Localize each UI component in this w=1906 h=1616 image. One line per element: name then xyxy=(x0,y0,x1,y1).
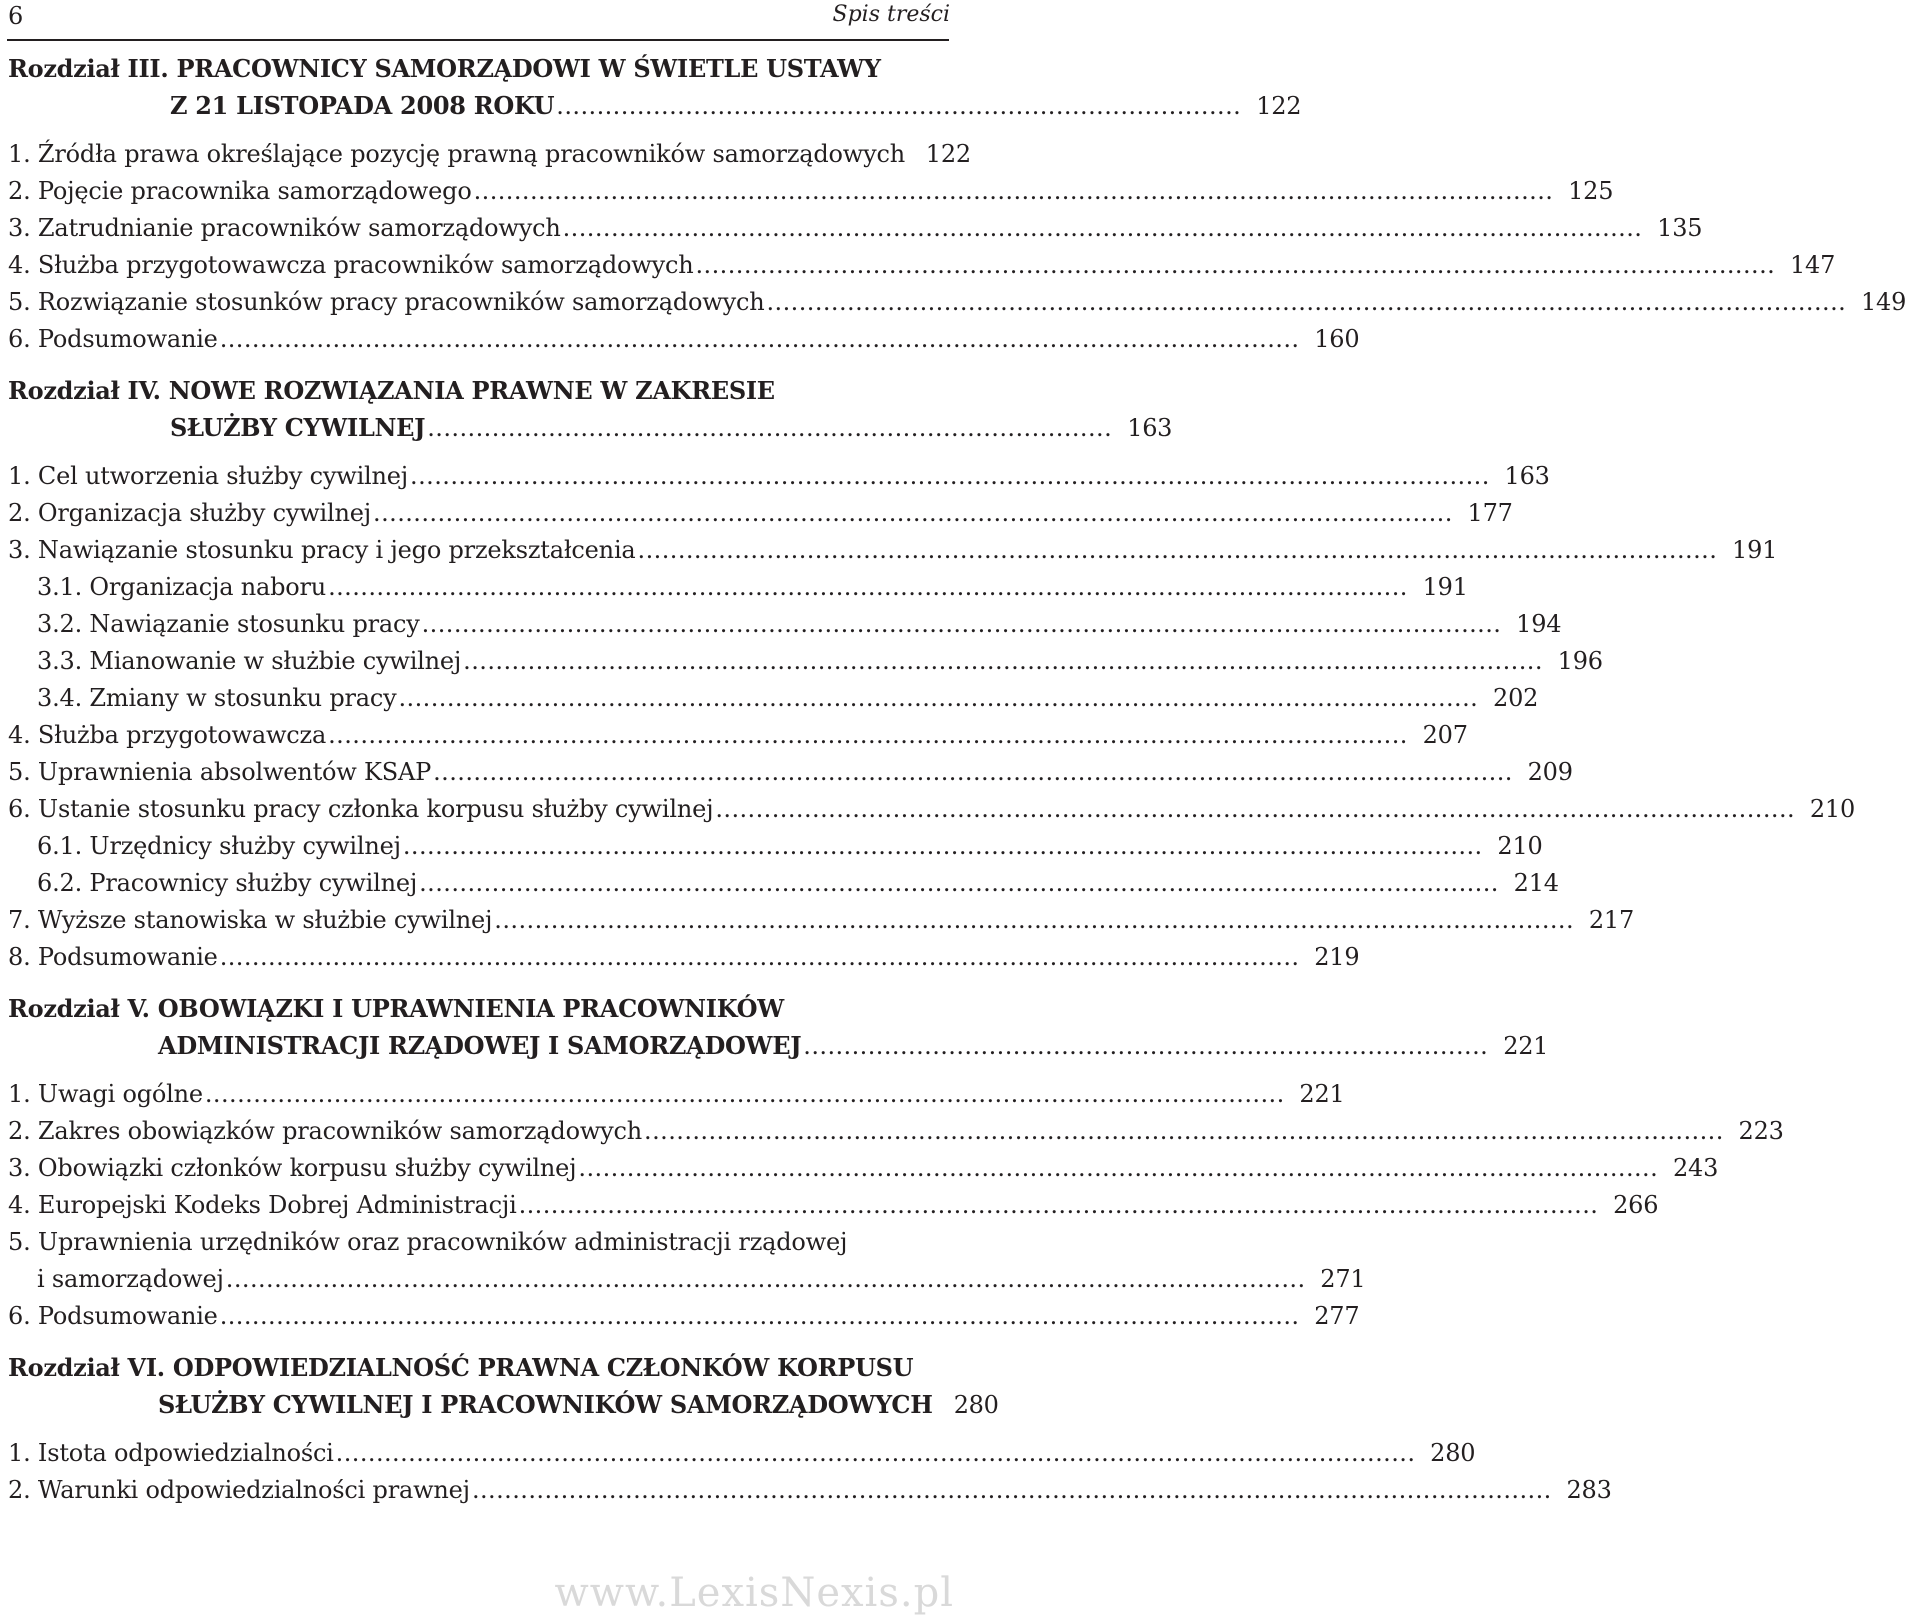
dot-leader xyxy=(578,1150,1654,1187)
chapter-heading-line2 xyxy=(8,87,1302,124)
dot-leader xyxy=(474,173,1550,210)
toc-entry xyxy=(8,1435,1476,1472)
dot-leader xyxy=(563,210,1639,247)
toc-entry-label: 1. Cel utworzenia służby cywilnej xyxy=(8,462,409,490)
chapter-page-number: 221 xyxy=(1503,1032,1549,1060)
chapter-page-number: 122 xyxy=(1256,92,1302,120)
dot-leader xyxy=(336,1435,1412,1472)
dot-leader xyxy=(422,606,1498,643)
page-number: 6 xyxy=(8,2,24,30)
toc-subentry xyxy=(8,828,1543,865)
running-title: Spis treści xyxy=(832,2,950,27)
toc-entry-page: 277 xyxy=(1314,1302,1360,1330)
dot-leader xyxy=(766,284,1842,321)
toc-entry-label: 5. Rozwiązanie stosunków pracy pracowników samorządowych xyxy=(8,288,765,316)
dot-leader xyxy=(519,1187,1595,1224)
toc-entry xyxy=(8,1472,1612,1509)
chapter-entries xyxy=(8,1076,1784,1335)
toc-entry xyxy=(8,1150,1719,1187)
toc-entry-label: 1. Istota odpowiedzialności xyxy=(8,1439,334,1467)
chapter-title: NOWE ROZWIĄZANIA PRAWNE W ZAKRESIE xyxy=(168,376,775,405)
toc-entry xyxy=(8,247,1836,284)
chapter-section xyxy=(8,50,1906,358)
toc-entry xyxy=(8,754,1573,791)
toc-entry-page: 210 xyxy=(1809,795,1856,823)
chapter-title-continuation: ADMINISTRACJI RZĄDOWEJ I SAMORZĄDOWEJ xyxy=(158,1031,802,1060)
chapter-title-continuation: Z 21 LISTOPADA 2008 ROKU xyxy=(170,91,555,120)
chapter-page-number: 163 xyxy=(1127,414,1173,442)
toc-entry xyxy=(8,495,1513,532)
toc-entry-page: 283 xyxy=(1566,1476,1612,1504)
toc-entry-label: 4. Służba przygotowawcza pracowników samorządowych xyxy=(8,251,694,279)
toc-entry-label: 8. Podsumowanie xyxy=(8,943,218,971)
toc-subentry xyxy=(8,865,1559,902)
toc-entry-page: 280 xyxy=(1430,1439,1476,1467)
dot-leader xyxy=(419,865,1495,902)
toc-entry-page: 122 xyxy=(925,140,971,168)
toc-entry-label: 6.2. Pracownicy służby cywilnej xyxy=(37,869,418,897)
table-of-contents xyxy=(8,50,1906,1509)
dot-leader xyxy=(220,321,1296,358)
toc-entry-label: 6. Ustanie stosunku pracy członka korpusu służby cywilnej xyxy=(8,795,714,823)
chapter-section xyxy=(8,990,1784,1335)
dot-leader xyxy=(638,532,1714,569)
toc-entry-label: 1. Źródła prawa określające pozycję prawną pracowników samorządowych xyxy=(8,140,905,168)
chapter-heading-line2 xyxy=(8,1027,1549,1064)
page-header xyxy=(8,0,950,38)
toc-entry xyxy=(8,939,1360,976)
chapter-page-number: 280 xyxy=(953,1391,999,1419)
toc-entry-page: 210 xyxy=(1497,832,1543,860)
header-rule xyxy=(7,39,949,41)
toc-entry-label: 3.1. Organizacja naboru xyxy=(37,573,327,601)
toc-entry-label: 4. Europejski Kodeks Dobrej Administracji xyxy=(8,1191,517,1219)
watermark: www.LexisNexis.pl xyxy=(554,1570,954,1616)
toc-entry-label: 2. Zakres obowiązków pracowników samorządowych xyxy=(8,1117,643,1145)
toc-entry-page: 135 xyxy=(1657,214,1703,242)
dot-leader xyxy=(803,1028,1484,1065)
toc-entry-label: 6. Podsumowanie xyxy=(8,325,218,353)
toc-entry xyxy=(8,284,1906,321)
toc-entry xyxy=(8,136,971,173)
chapter-heading-line1 xyxy=(8,50,948,87)
toc-entry-label: 4. Służba przygotowawcza xyxy=(8,721,327,749)
dot-leader xyxy=(463,643,1539,680)
chapter-number: Rozdział VI. xyxy=(8,1353,165,1382)
toc-entry-page: 194 xyxy=(1516,610,1562,638)
chapter-section xyxy=(8,1349,1612,1509)
toc-entry xyxy=(8,791,1856,828)
toc-entry-label: 6.1. Urzędnicy służby cywilnej xyxy=(37,832,401,860)
toc-entry xyxy=(8,173,1614,210)
toc-entry xyxy=(8,321,1360,358)
dot-leader xyxy=(644,1113,1720,1150)
dot-leader xyxy=(556,88,1237,125)
chapter-entries xyxy=(8,1435,1612,1509)
toc-entry xyxy=(8,532,1778,569)
dot-leader xyxy=(410,458,1486,495)
chapter-number: Rozdział V. xyxy=(8,994,150,1023)
toc-entry-label: 2. Organizacja służby cywilnej xyxy=(8,499,372,527)
toc-entry-page: 214 xyxy=(1513,869,1559,897)
toc-entry-label: 5. Uprawnienia urzędników oraz pracowników administracji rządowej xyxy=(8,1228,848,1256)
toc-entry-page: 202 xyxy=(1493,684,1539,712)
toc-entry-label: 3. Nawiązanie stosunku pracy i jego przekształcenia xyxy=(8,536,636,564)
dot-leader xyxy=(472,1472,1548,1509)
toc-entry-page: 191 xyxy=(1732,536,1778,564)
toc-entry-page: 243 xyxy=(1672,1154,1719,1182)
chapter-heading-line1 xyxy=(8,990,948,1027)
dot-leader xyxy=(398,680,1474,717)
toc-entry-page: 196 xyxy=(1557,647,1603,675)
toc-entry-page: 221 xyxy=(1299,1080,1345,1108)
chapter-number: Rozdział IV. xyxy=(8,376,161,405)
toc-entry xyxy=(8,1187,1659,1224)
toc-entry-page: 191 xyxy=(1422,573,1468,601)
toc-entry xyxy=(8,1113,1784,1150)
toc-subentry xyxy=(8,606,1562,643)
chapter-number: Rozdział III. xyxy=(8,54,169,83)
toc-entry-label: i samorządowej xyxy=(37,1265,224,1293)
dot-leader xyxy=(373,495,1449,532)
dot-leader xyxy=(328,717,1404,754)
dot-leader xyxy=(205,1076,1281,1113)
toc-entry-page: 125 xyxy=(1568,177,1614,205)
toc-entry-label: 3. Obowiązki członków korpusu służby cywilnej xyxy=(8,1154,577,1182)
toc-entry-page: 266 xyxy=(1613,1191,1659,1219)
toc-entry-label: 2. Warunki odpowiedzialności prawnej xyxy=(8,1476,470,1504)
toc-entry-page: 271 xyxy=(1320,1265,1366,1293)
chapter-heading-line2 xyxy=(8,409,1173,446)
chapter-title-continuation: SŁUŻBY CYWILNEJ xyxy=(170,413,426,442)
toc-entry-label: 5. Uprawnienia absolwentów KSAP xyxy=(8,758,432,786)
toc-entry xyxy=(8,210,1703,247)
dot-leader xyxy=(715,791,1791,828)
dot-leader xyxy=(226,1261,1302,1298)
dot-leader xyxy=(494,902,1570,939)
toc-entry-label: 1. Uwagi ogólne xyxy=(8,1080,203,1108)
toc-entry-label: 2. Pojęcie pracownika samorządowego xyxy=(8,177,472,205)
dot-leader xyxy=(427,410,1108,447)
toc-entry-page: 207 xyxy=(1422,721,1468,749)
toc-entry xyxy=(8,1298,1360,1335)
toc-entry-label: 3.4. Zmiany w stosunku pracy xyxy=(37,684,397,712)
chapter-title: ODPOWIEDZIALNOŚĆ PRAWNA CZŁONKÓW KORPUSU xyxy=(172,1353,914,1382)
chapter-section xyxy=(8,372,1856,976)
chapter-entries xyxy=(8,136,1906,358)
toc-subentry xyxy=(8,680,1539,717)
toc-entry-page: 160 xyxy=(1314,325,1360,353)
toc-entry-page: 223 xyxy=(1738,1117,1784,1145)
toc-entry xyxy=(8,1261,1366,1298)
chapter-heading-line2 xyxy=(8,1386,999,1423)
toc-subentry xyxy=(8,569,1468,606)
chapter-title: OBOWIĄZKI I UPRAWNIENIA PRACOWNIKÓW xyxy=(157,994,784,1023)
toc-entry-page: 163 xyxy=(1504,462,1550,490)
dot-leader xyxy=(328,569,1404,606)
dot-leader xyxy=(695,247,1771,284)
toc-entry-page: 209 xyxy=(1527,758,1573,786)
toc-entry xyxy=(8,717,1468,754)
toc-entry-page: 177 xyxy=(1467,499,1513,527)
toc-entry xyxy=(8,1076,1345,1113)
toc-entry xyxy=(8,458,1550,495)
dot-leader xyxy=(220,1298,1296,1335)
toc-entry-page: 149 xyxy=(1860,288,1906,316)
toc-entry-page: 217 xyxy=(1588,906,1635,934)
toc-entry-label: 7. Wyższe stanowiska w służbie cywilnej xyxy=(8,906,493,934)
chapter-heading-line1 xyxy=(8,1349,948,1386)
chapter-entries xyxy=(8,458,1856,976)
toc-entry-page: 219 xyxy=(1314,943,1360,971)
toc-entry-page: 147 xyxy=(1789,251,1836,279)
dot-leader xyxy=(220,939,1296,976)
chapter-heading-line1 xyxy=(8,372,948,409)
toc-entry-label: 3.3. Mianowanie w służbie cywilnej xyxy=(37,647,462,675)
chapter-title: PRACOWNICY SAMORZĄDOWI W ŚWIETLE USTAWY xyxy=(176,54,881,83)
toc-entry-label: 3. Zatrudnianie pracowników samorządowych xyxy=(8,214,561,242)
chapter-title-continuation: SŁUŻBY CYWILNEJ I PRACOWNIKÓW SAMORZĄDOWYCH xyxy=(158,1390,933,1419)
dot-leader xyxy=(403,828,1479,865)
toc-entry xyxy=(8,902,1635,939)
toc-subentry xyxy=(8,643,1603,680)
dot-leader xyxy=(433,754,1509,791)
toc-entry-label: 6. Podsumowanie xyxy=(8,1302,218,1330)
toc-entry-label: 3.2. Nawiązanie stosunku pracy xyxy=(37,610,420,638)
